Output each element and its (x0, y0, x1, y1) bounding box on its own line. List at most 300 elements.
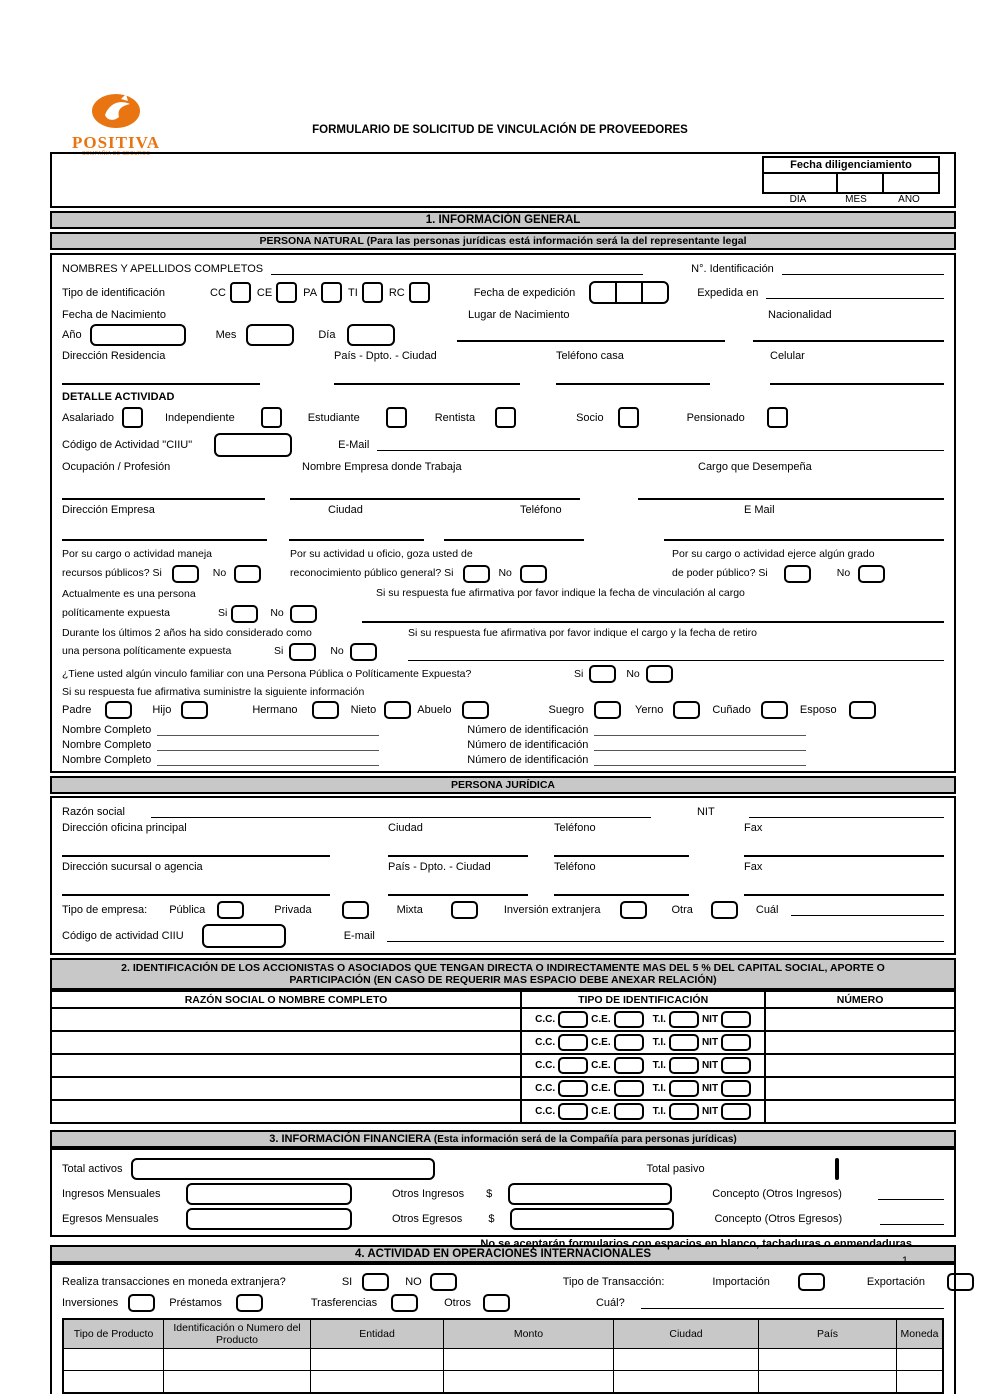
expedida-en-label: Expedida en (697, 286, 759, 299)
exportacion-checkbox[interactable] (947, 1273, 974, 1291)
pa-label: PA (303, 286, 318, 299)
nit-opt-label: NIT (701, 1037, 719, 1049)
concepto-egresos-field[interactable] (880, 1213, 944, 1225)
productos-table (62, 1318, 944, 1394)
numero-id-field-3[interactable] (594, 756, 806, 766)
pj-ciudad-field[interactable] (388, 844, 528, 857)
q6-si-checkbox[interactable] (589, 665, 616, 683)
socio-label: Socio (576, 411, 604, 424)
inversiones-label: Inversiones (62, 1297, 119, 1310)
direccion-oficina-field[interactable] (62, 844, 330, 857)
footer-note: No se aceptarán formularios con espacios en blanco, tachaduras o enmendaduras (480, 1238, 912, 1250)
ce-opt-label: C.E. (591, 1014, 611, 1026)
q2-no-checkbox[interactable] (520, 565, 547, 583)
numero-cell-1[interactable] (765, 1008, 955, 1031)
accionistas-header-row (51, 991, 955, 1008)
no-identificacion-field[interactable] (782, 263, 944, 275)
ti-opt-checkbox[interactable] (669, 1011, 699, 1028)
asalariado-label: Asalariado (62, 411, 114, 424)
tipo-id-cell-4 (521, 1077, 765, 1100)
pj-telefono2-field[interactable] (554, 883, 689, 896)
ti-opt-label: T.I. (652, 1083, 666, 1095)
ingresos-mensuales-field[interactable] (186, 1183, 352, 1205)
inversion-extranjera-label: Inversión extranjera (503, 904, 601, 917)
tipo-id-cell-1 (521, 1008, 765, 1031)
pensionado-checkbox[interactable] (767, 407, 788, 428)
razon-social-field[interactable] (151, 806, 651, 818)
otros-egresos-label: Otros Egresos (392, 1213, 463, 1226)
q1-line2: recursos públicos? Si (62, 566, 162, 579)
telefono-casa-field[interactable] (556, 372, 710, 385)
direccion-residencia-label: Dirección Residencia (62, 350, 166, 362)
page-number: 1 (901, 1255, 908, 1267)
fecha-expedicion-label: Fecha de expedición (473, 286, 576, 299)
ce-opt-label: C.E. (591, 1083, 611, 1095)
nit-opt-checkbox[interactable] (721, 1103, 751, 1120)
importacion-label: Importación (712, 1276, 770, 1289)
socio-checkbox[interactable] (618, 407, 639, 428)
nieto-label: Nieto (350, 704, 377, 717)
padre-checkbox[interactable] (105, 701, 132, 719)
publica-label: Pública (169, 904, 206, 917)
entidad-cell[interactable] (311, 1371, 444, 1394)
razon-social-cell-3[interactable] (51, 1054, 521, 1077)
esposo-checkbox[interactable] (849, 701, 876, 719)
section3-title: 3. INFORMACIÓN FINANCIERA (269, 1133, 431, 1146)
abuelo-checkbox[interactable] (462, 701, 489, 719)
cargo-label: Cargo que Desempeña (698, 461, 812, 473)
nieto-checkbox[interactable] (384, 701, 411, 719)
ocupacion-label: Ocupación / Profesión (62, 461, 171, 473)
cc-opt-checkbox[interactable] (558, 1057, 588, 1074)
telefono-field[interactable] (444, 528, 584, 541)
persona-natural-pane (50, 253, 956, 773)
ti-opt-checkbox[interactable] (669, 1057, 699, 1074)
nombre-completo-label-1: Nombre Completo (62, 724, 152, 737)
telefono-casa-label: Teléfono casa (556, 350, 624, 362)
yerno-checkbox[interactable] (673, 701, 700, 719)
otros-ingresos-field[interactable] (508, 1183, 672, 1205)
col-pais: País (759, 1319, 897, 1349)
pj-email-field[interactable] (387, 930, 944, 942)
asalariado-checkbox[interactable] (122, 407, 143, 428)
q3-no-label: No (836, 566, 851, 579)
q5-si-checkbox[interactable] (289, 643, 316, 661)
cc-label: CC (210, 286, 226, 299)
ce-checkbox[interactable] (276, 282, 297, 303)
nit-label: NIT (696, 806, 715, 819)
financiera-pane (50, 1148, 956, 1237)
col-tipo-identificacion: TIPO DE IDENTIFICACIÓN (521, 991, 765, 1008)
producto-cell[interactable] (63, 1371, 164, 1394)
publica-checkbox[interactable] (217, 901, 244, 919)
ce-opt-checkbox[interactable] (614, 1011, 644, 1028)
ce-label: CE (256, 286, 273, 299)
col-razon-social: RAZÓN SOCIAL O NOMBRE COMPLETO (51, 991, 521, 1008)
prestamos-checkbox[interactable] (236, 1294, 263, 1312)
pais-cell[interactable] (759, 1349, 897, 1371)
mixta-checkbox[interactable] (451, 901, 478, 919)
section4-header: 4. ACTIVIDAD EN OPERACIONES INTERNACIONALES (50, 1245, 956, 1263)
nombre-completo-label-3: Nombre Completo (62, 754, 152, 767)
cc-opt-label: C.C. (535, 1014, 556, 1026)
independiente-checkbox[interactable] (261, 407, 282, 428)
prestamos-label: Préstamos (169, 1297, 222, 1310)
q4-si-checkbox[interactable] (231, 605, 258, 623)
cc-opt-checkbox[interactable] (558, 1080, 588, 1097)
accionista-row-1 (51, 1008, 955, 1031)
section3-header (50, 1130, 956, 1148)
section1-header: 1. INFORMACIÓN GENERAL (50, 211, 956, 229)
tipo-id-cell-5 (521, 1100, 765, 1123)
rc-checkbox[interactable] (409, 282, 430, 303)
mes-label: Mes (215, 329, 237, 341)
ce-opt-checkbox[interactable] (614, 1057, 644, 1074)
monto-cell[interactable] (444, 1371, 614, 1394)
col-monto: Monto (444, 1319, 614, 1349)
q5-line2: una persona políticamente expuesta (62, 645, 232, 658)
tipo-identificacion-label: Tipo de identificación (62, 286, 165, 299)
total-activos-field[interactable] (131, 1158, 435, 1180)
nit-opt-label: NIT (701, 1083, 719, 1095)
q4-no-checkbox[interactable] (290, 605, 317, 623)
q4-no-label: No (270, 606, 284, 619)
total-activos-label: Total activos (62, 1163, 123, 1176)
nit-opt-label: NIT (701, 1060, 719, 1072)
hijo-label: Hijo (152, 704, 172, 717)
q1-line1: Por su cargo o actividad maneja (62, 548, 212, 560)
pj-pais-dpto-label: País - Dpto. - Ciudad (388, 861, 491, 874)
fecha-nacimiento-label: Fecha de Nacimiento (62, 309, 166, 321)
suegro-checkbox[interactable] (594, 701, 621, 719)
accionista-row-5 (51, 1100, 955, 1123)
otros-ingresos-label: Otros Ingresos (392, 1188, 465, 1201)
nombre-completo-field-3[interactable] (157, 756, 379, 766)
q4-note: Si su respuesta fue afirmativa por favor indique la fecha de vinculación al cargo (376, 586, 745, 599)
numero-cell-3[interactable] (765, 1054, 955, 1077)
q2-si-checkbox[interactable] (463, 565, 490, 583)
q5-line1: Durante los últimos 2 años ha sido considerado como (62, 626, 312, 639)
logo-tagline-text: COMPAÑIA DE SEGUROS (81, 151, 151, 157)
q1-si-checkbox[interactable] (172, 565, 199, 583)
col-moneda: Moneda (897, 1319, 944, 1349)
celular-field[interactable] (770, 372, 944, 385)
cc-opt-checkbox[interactable] (558, 1034, 588, 1051)
anio-field[interactable] (90, 324, 186, 346)
expedida-en-field[interactable] (766, 287, 944, 299)
q6-no-label: No (626, 668, 640, 681)
cc-checkbox[interactable] (230, 282, 251, 303)
q5-note-block (388, 626, 944, 662)
fecha-mes-cell[interactable] (838, 174, 884, 192)
pj-telefono-field[interactable] (554, 844, 689, 857)
dia-field[interactable] (347, 324, 395, 346)
tipo-id-cell-2 (521, 1031, 765, 1054)
s4-si-checkbox[interactable] (362, 1273, 389, 1291)
pj-telefono-label: Teléfono (554, 822, 596, 835)
ce-opt-label: C.E. (591, 1106, 611, 1118)
hermano-checkbox[interactable] (312, 701, 339, 719)
pais-cell[interactable] (759, 1371, 897, 1394)
header-box (50, 152, 956, 208)
s4-no-checkbox[interactable] (430, 1273, 457, 1291)
tipo-transaccion-label: Tipo de Transacción: (562, 1276, 665, 1289)
accionistas-table (50, 990, 956, 1124)
fecha-dia-cell[interactable] (764, 174, 838, 192)
pais-dpto-field[interactable] (334, 372, 520, 385)
producto-row-1 (63, 1349, 943, 1371)
label-ano: ANO (898, 194, 920, 205)
cc-opt-label: C.C. (535, 1106, 556, 1118)
pj-fax2-field[interactable] (744, 883, 944, 896)
nit-field[interactable] (749, 806, 944, 818)
pj-email-label: E-mail (343, 930, 375, 943)
nombre-empresa-field[interactable] (290, 487, 580, 500)
nit-opt-checkbox[interactable] (721, 1011, 751, 1028)
identificacion-cell[interactable] (164, 1349, 311, 1371)
s4-cual-label: Cuál? (595, 1297, 625, 1310)
q6-label: ¿Tiene usted algún vinculo familiar con una Persona Pública o Políticamente Expuesta? (62, 668, 472, 681)
identificacion-cell[interactable] (164, 1371, 311, 1394)
email2-label: E Mail (744, 504, 775, 516)
fecha-expedicion-cells[interactable] (589, 281, 669, 304)
numero-cell-4[interactable] (765, 1077, 955, 1100)
ocupacion-field[interactable] (62, 487, 265, 500)
ce-opt-label: C.E. (591, 1060, 611, 1072)
nombre-completo-label-2: Nombre Completo (62, 739, 152, 752)
q1-block (62, 547, 290, 583)
q1-no-checkbox[interactable] (234, 565, 261, 583)
nombre-completo-field-2[interactable] (157, 741, 379, 751)
cc-opt-checkbox[interactable] (558, 1103, 588, 1120)
email-field[interactable] (377, 439, 944, 451)
q3-block (672, 547, 944, 583)
direccion-empresa-field[interactable] (62, 528, 267, 541)
direccion-oficina-label: Dirección oficina principal (62, 822, 187, 835)
numero-id-label-2: Número de identificación (467, 739, 589, 752)
concepto-ingresos-label: Concepto (Otros Ingresos) (712, 1188, 842, 1201)
esposo-label: Esposo (799, 704, 837, 717)
pj-fax-label: Fax (744, 822, 763, 835)
pa-checkbox[interactable] (321, 282, 342, 303)
otra-label: Otra (671, 904, 693, 917)
accionista-row-2 (51, 1031, 955, 1054)
ciudad-cell[interactable] (614, 1371, 759, 1394)
ce-opt-checkbox[interactable] (614, 1103, 644, 1120)
ti-opt-label: T.I. (652, 1106, 666, 1118)
q5-no-checkbox[interactable] (350, 643, 377, 661)
nit-opt-checkbox[interactable] (721, 1034, 751, 1051)
moneda-cell[interactable] (897, 1371, 944, 1394)
q4-note-field[interactable] (362, 610, 944, 623)
s4-si-label: SI (341, 1276, 353, 1289)
pj-fax2-label: Fax (744, 861, 763, 874)
cc-opt-label: C.C. (535, 1060, 556, 1072)
fecha-ano-cell[interactable] (884, 174, 938, 192)
nombres-label: NOMBRES Y APELLIDOS COMPLETOS (62, 263, 264, 275)
fecha-diligenciamiento-title: Fecha diligenciamiento (762, 156, 940, 174)
nombre-completo-field-1[interactable] (157, 726, 379, 736)
q6-no-checkbox[interactable] (646, 665, 673, 683)
q4-block (62, 587, 362, 623)
section3-subtitle: (Esta información será de la Compañía para personas jurídicas) (433, 1134, 737, 1146)
moneda-cell[interactable] (897, 1349, 944, 1371)
nombres-field[interactable] (271, 263, 643, 275)
nit-opt-checkbox[interactable] (721, 1057, 751, 1074)
ingresos-mensuales-label: Ingresos Mensuales (62, 1188, 161, 1201)
q4-si-label: Si (218, 606, 228, 619)
egresos-mensuales-label: Egresos Mensuales (62, 1213, 159, 1226)
codigo-ciiu-field[interactable] (214, 433, 292, 457)
otros-checkbox[interactable] (483, 1294, 510, 1312)
independiente-label: Independiente (164, 411, 235, 424)
ce-opt-checkbox[interactable] (614, 1080, 644, 1097)
q5-note-field[interactable] (408, 649, 944, 661)
suegro-label: Suegro (548, 704, 584, 717)
ti-label: TI (348, 286, 358, 299)
nit-opt-label: NIT (701, 1014, 719, 1026)
detalle-actividad-label: DETALLE ACTIVIDAD (62, 391, 175, 403)
accionista-row-3 (51, 1054, 955, 1077)
nit-opt-checkbox[interactable] (721, 1080, 751, 1097)
ce-opt-label: C.E. (591, 1037, 611, 1049)
ciudad-field[interactable] (289, 528, 424, 541)
col-ciudad: Ciudad (614, 1319, 759, 1349)
dia-label: Día (318, 329, 336, 341)
section2-header: 2. IDENTIFICACIÓN DE LOS ACCIONISTAS O ASOCIADOS QUE TENGAN DIRECTA O INDIRECTAMENTE MAS DEL 5 % DEL CAPITAL SOCIAL, APORTE O PARTICIPACIÓN (EN CASO DE REQUERIR MAS ESPACIO DEBE ANEXAR RELACIÓN) (50, 958, 956, 990)
ciudad-cell[interactable] (614, 1349, 759, 1371)
codigo-ciiu-label: Código de Actividad "CIIU" (62, 439, 193, 451)
q6-si-label: Si (574, 668, 584, 681)
producto-cell[interactable] (63, 1349, 164, 1371)
pj-ciiu-field[interactable] (202, 924, 286, 948)
persona-juridica-header: PERSONA JURÍDICA (50, 776, 956, 794)
nombre-empresa-label: Nombre Empresa donde Trabaja (302, 461, 462, 473)
privada-label: Privada (274, 904, 312, 917)
mes-field[interactable] (246, 324, 294, 346)
cual-field[interactable] (791, 904, 945, 916)
q5-note: Si su respuesta fue afirmativa por favor indique el cargo y la fecha de retiro (408, 626, 758, 639)
fecha-cells (762, 174, 940, 194)
razon-social-cell-2[interactable] (51, 1031, 521, 1054)
pensionado-label: Pensionado (686, 411, 745, 424)
pj-pais-dpto-field[interactable] (388, 883, 528, 896)
label-dia: DIA (789, 194, 807, 205)
razon-social-label: Razón social (62, 806, 125, 819)
accionista-row-4 (51, 1077, 955, 1100)
estudiante-label: Estudiante (307, 411, 360, 424)
fecha-labels (762, 194, 940, 205)
ti-opt-checkbox[interactable] (669, 1080, 699, 1097)
total-pasivo-label: Total pasivo (646, 1163, 705, 1176)
mixta-label: Mixta (396, 904, 423, 917)
importacion-checkbox[interactable] (798, 1273, 825, 1291)
internacionales-pane (50, 1263, 956, 1394)
moneda-extranjera-label: Realiza transacciones en moneda extranjera? (62, 1276, 286, 1289)
monto-cell[interactable] (444, 1349, 614, 1371)
celular-label: Celular (770, 350, 805, 362)
cargo-field[interactable] (638, 487, 944, 500)
rentista-checkbox[interactable] (495, 407, 516, 428)
productos-header-row (63, 1319, 943, 1349)
total-pasivo-field[interactable] (835, 1158, 839, 1180)
q3-no-checkbox[interactable] (858, 565, 885, 583)
hijo-checkbox[interactable] (181, 701, 208, 719)
ti-opt-label: T.I. (652, 1014, 666, 1026)
nit-opt-label: NIT (701, 1106, 719, 1118)
col-tipo-producto: Tipo de Producto (63, 1319, 164, 1349)
otros-ingresos-dollar: $ (486, 1188, 493, 1201)
col-entidad: Entidad (311, 1319, 444, 1349)
pj-ciiu-label: Código de actividad CIIU (62, 930, 184, 943)
telefono-label: Teléfono (520, 504, 562, 516)
cc-opt-checkbox[interactable] (558, 1011, 588, 1028)
ti-opt-checkbox[interactable] (669, 1103, 699, 1120)
ti-opt-label: T.I. (652, 1037, 666, 1049)
direccion-residencia-field[interactable] (62, 372, 260, 385)
cc-opt-label: C.C. (535, 1037, 556, 1049)
pj-fax-field[interactable] (744, 844, 944, 857)
nacionalidad-field[interactable] (753, 329, 944, 342)
q4-note-block (362, 586, 944, 623)
ti-checkbox[interactable] (362, 282, 383, 303)
entidad-cell[interactable] (311, 1349, 444, 1371)
yerno-label: Yerno (635, 704, 664, 717)
numero-cell-5[interactable] (765, 1100, 955, 1123)
inversiones-checkbox[interactable] (128, 1294, 155, 1312)
numero-id-field-2[interactable] (594, 741, 806, 751)
direccion-sucursal-label: Dirección sucursal o agencia (62, 861, 203, 874)
q3-si-checkbox[interactable] (784, 565, 811, 583)
razon-social-cell-1[interactable] (51, 1008, 521, 1031)
privada-checkbox[interactable] (342, 901, 369, 919)
ciudad-label: Ciudad (328, 504, 363, 516)
s4-no-label: NO (405, 1276, 422, 1289)
q6-note: Si su respuesta fue afirmativa suministre la siguiente información (62, 686, 365, 699)
direccion-sucursal-field[interactable] (62, 883, 330, 896)
cunado-checkbox[interactable] (761, 701, 788, 719)
anio-label: Año (62, 329, 82, 341)
ce-opt-checkbox[interactable] (614, 1034, 644, 1051)
email2-field[interactable] (664, 528, 944, 541)
lugar-nacimiento-label: Lugar de Nacimiento (468, 309, 570, 321)
persona-juridica-pane (50, 796, 956, 955)
q2-line2: reconocimiento público general? Si (290, 566, 454, 579)
ti-opt-label: T.I. (652, 1060, 666, 1072)
lugar-nacimiento-field[interactable] (457, 329, 725, 342)
otra-checkbox[interactable] (711, 901, 738, 919)
numero-cell-2[interactable] (765, 1031, 955, 1054)
numero-id-field-1[interactable] (594, 726, 806, 736)
pj-ciudad-label: Ciudad (388, 822, 423, 835)
q3-line1: Por su cargo o actividad ejerce algún grado (672, 548, 875, 560)
email-label: E-Mail (338, 439, 370, 451)
pj-telefono2-label: Teléfono (554, 861, 596, 874)
concepto-ingresos-field[interactable] (878, 1188, 944, 1200)
rc-label: RC (388, 286, 405, 299)
q2-line1: Por su actividad u oficio, goza usted de (290, 548, 473, 560)
ti-opt-checkbox[interactable] (669, 1034, 699, 1051)
razon-social-cell-4[interactable] (51, 1077, 521, 1100)
egresos-mensuales-field[interactable] (186, 1208, 352, 1230)
estudiante-checkbox[interactable] (386, 407, 407, 428)
s4-cual-field[interactable] (641, 1297, 944, 1309)
trasferencias-checkbox[interactable] (391, 1294, 418, 1312)
razon-social-cell-5[interactable] (51, 1100, 521, 1123)
inversion-extranjera-checkbox[interactable] (620, 901, 647, 919)
otros-egresos-field[interactable] (510, 1208, 674, 1230)
q3-line2: de poder público? Si (672, 566, 768, 579)
